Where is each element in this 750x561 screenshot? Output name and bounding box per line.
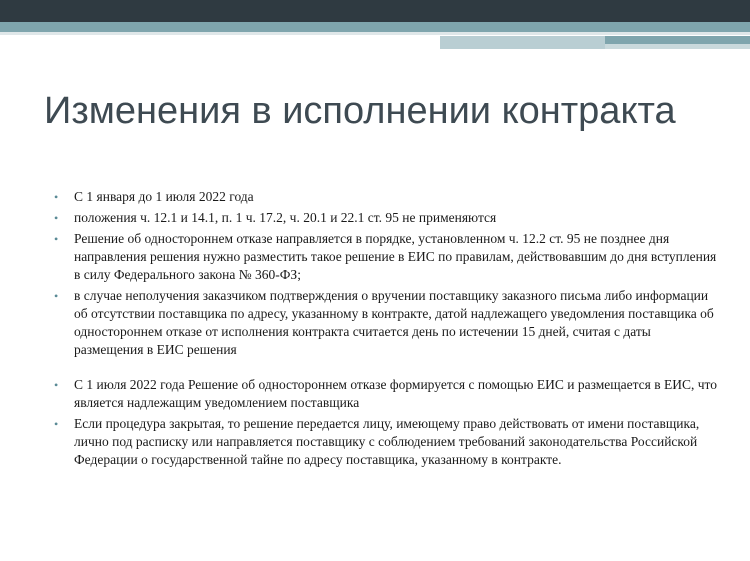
bullet-item	[52, 188, 722, 206]
header-bar-teal	[0, 22, 750, 32]
bullet-icon: •	[54, 190, 59, 204]
bullet-icon: •	[54, 417, 59, 431]
bullet-list	[52, 188, 722, 472]
bullet-text: Решение об одностороннем отказе направляется в порядке, установленном ч. 12.2 ст. 95 не позднее дня направления решения нужно разместить такое решение в ЕИС по правилам, действовавшим до дня вступления в силу Федерального закона № 360-ФЗ;	[74, 231, 717, 282]
slide-title: Изменения в исполнении контракта	[44, 90, 676, 132]
bullet-icon: •	[54, 211, 59, 225]
bullet-text: в случае неполучения заказчиком подтверждения о вручении поставщику заказного письма либо информации об отсутствии поставщика по адресу, указанному в контракте, датой надлежащего уведомления поставщика об одностороннем отказе от исполнения контракта считается день по истечении 15 дней, считая с даты размещения в ЕИС решения	[74, 288, 714, 357]
bullet-item	[52, 415, 722, 469]
bullet-item	[52, 287, 722, 359]
bullet-icon: •	[54, 378, 59, 392]
bullet-item	[52, 230, 722, 284]
bullet-icon: •	[54, 289, 59, 303]
bullet-icon: •	[54, 232, 59, 246]
header-accent-left	[440, 36, 605, 49]
header-bar-light	[0, 32, 750, 35]
header-bar-dark	[0, 0, 750, 22]
bullet-text: Если процедура закрытая, то решение передается лицу, имеющему право действовать от имени поставщика, лично под расписку или направляется поставщику с соблюдением требований законодательства Российской Федерации о государственной тайне по адресу поставщика, указанному в контракте.	[74, 416, 700, 467]
bullet-item	[52, 209, 722, 227]
bullet-item	[52, 376, 722, 412]
bullet-text: С 1 января до 1 июля 2022 года	[74, 189, 254, 204]
header-accent-right	[605, 36, 750, 44]
bullet-text: С 1 июля 2022 года Решение об одностороннем отказе формируется с помощью ЕИС и размещается в ЕИС, что является надлежащим уведомлением поставщика	[74, 377, 718, 410]
header-accent-right-light	[605, 44, 750, 49]
bullet-text: положения ч. 12.1 и 14.1, п. 1 ч. 17.2, ч. 20.1 и 22.1 ст. 95 не применяются	[74, 210, 497, 225]
